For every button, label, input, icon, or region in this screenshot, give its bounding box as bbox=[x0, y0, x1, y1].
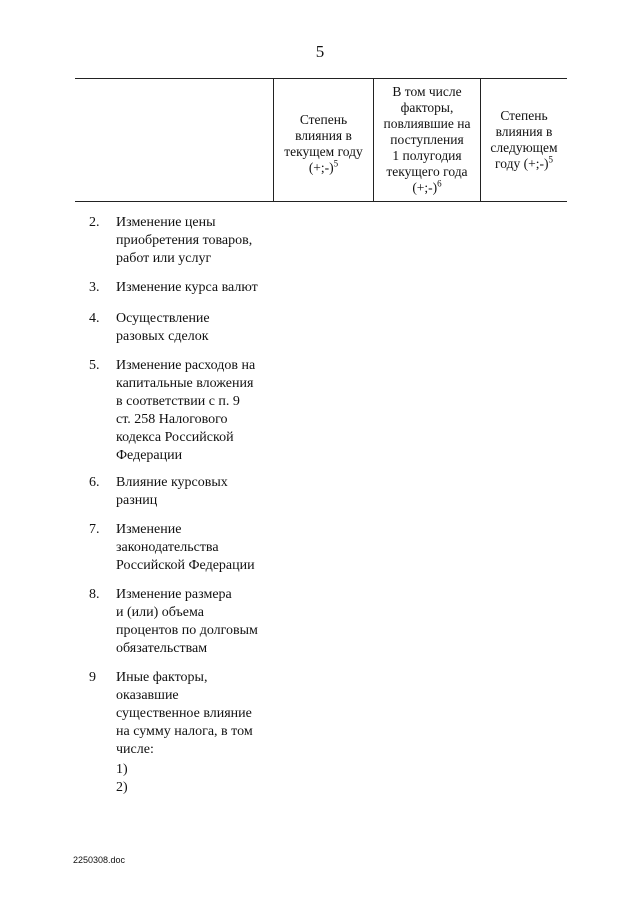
header-col-current-year bbox=[274, 79, 374, 201]
header-line: В том числе bbox=[392, 84, 462, 99]
row-number: 5. bbox=[89, 358, 100, 373]
page-number: 5 bbox=[315, 42, 325, 61]
header-line: влияния в bbox=[295, 128, 352, 143]
row-number: 8. bbox=[89, 587, 100, 602]
row-text: Влияние курсовых разниц bbox=[116, 475, 228, 508]
header-line: году (+;-)$^5$ bbox=[495, 154, 553, 171]
header-line: (+;-)$^5$ bbox=[308, 158, 339, 175]
table-header bbox=[75, 78, 567, 202]
header-line: следующем bbox=[490, 140, 558, 155]
row-text: Изменение цены приобретения товаров, работ или услуг bbox=[116, 215, 253, 266]
footnote-ref: 5 bbox=[333, 158, 339, 169]
row-number: 3. bbox=[89, 280, 100, 295]
row-number: 4. bbox=[89, 311, 100, 326]
row-number: 2. bbox=[89, 215, 100, 230]
row-text: Изменение размера и (или) объема процентов по долговым обязательствам bbox=[116, 587, 258, 656]
footer-filename: 2250308.doc bbox=[73, 855, 126, 865]
header-line: текущем году bbox=[284, 144, 363, 159]
footnote-ref: 5 bbox=[548, 154, 553, 165]
row-number: 9 bbox=[89, 670, 96, 685]
row-text: Изменение курса валют bbox=[116, 280, 258, 295]
sub-item: 2) bbox=[116, 780, 128, 795]
header-col-half-year bbox=[374, 79, 481, 201]
header-line: влияния в bbox=[495, 124, 553, 139]
header-line: Степень bbox=[500, 108, 548, 123]
row-number: 7. bbox=[89, 522, 100, 537]
header-line: 1 полугодия bbox=[392, 148, 462, 163]
footnote-ref: 6 bbox=[437, 178, 442, 189]
sub-item-list bbox=[116, 761, 128, 797]
row-text: Осуществление разовых сделок bbox=[116, 311, 210, 344]
sub-item: 1) bbox=[116, 762, 128, 777]
header-empty-cell bbox=[75, 79, 274, 201]
header-line: текущего года bbox=[386, 164, 468, 179]
row-text: Иные факторы, оказавшие существенное влияние на сумму налога, в том числе: bbox=[116, 670, 253, 757]
row-number: 6. bbox=[89, 475, 100, 490]
row-text: Изменение расходов на капитальные вложения в соответствии с п. 9 ст. 258 Налогового кодекса Российской Федерации bbox=[116, 358, 256, 463]
header-line: (+;-)$^6$ bbox=[412, 178, 442, 195]
header-line: поступления bbox=[390, 132, 464, 147]
header-col-next-year bbox=[481, 79, 567, 201]
header-line: факторы, bbox=[400, 100, 454, 115]
row-text: Изменение законодательства Российской Федерации bbox=[116, 522, 255, 573]
header-line: Степень bbox=[299, 112, 348, 127]
header-line: повлиявшие на bbox=[383, 116, 471, 131]
